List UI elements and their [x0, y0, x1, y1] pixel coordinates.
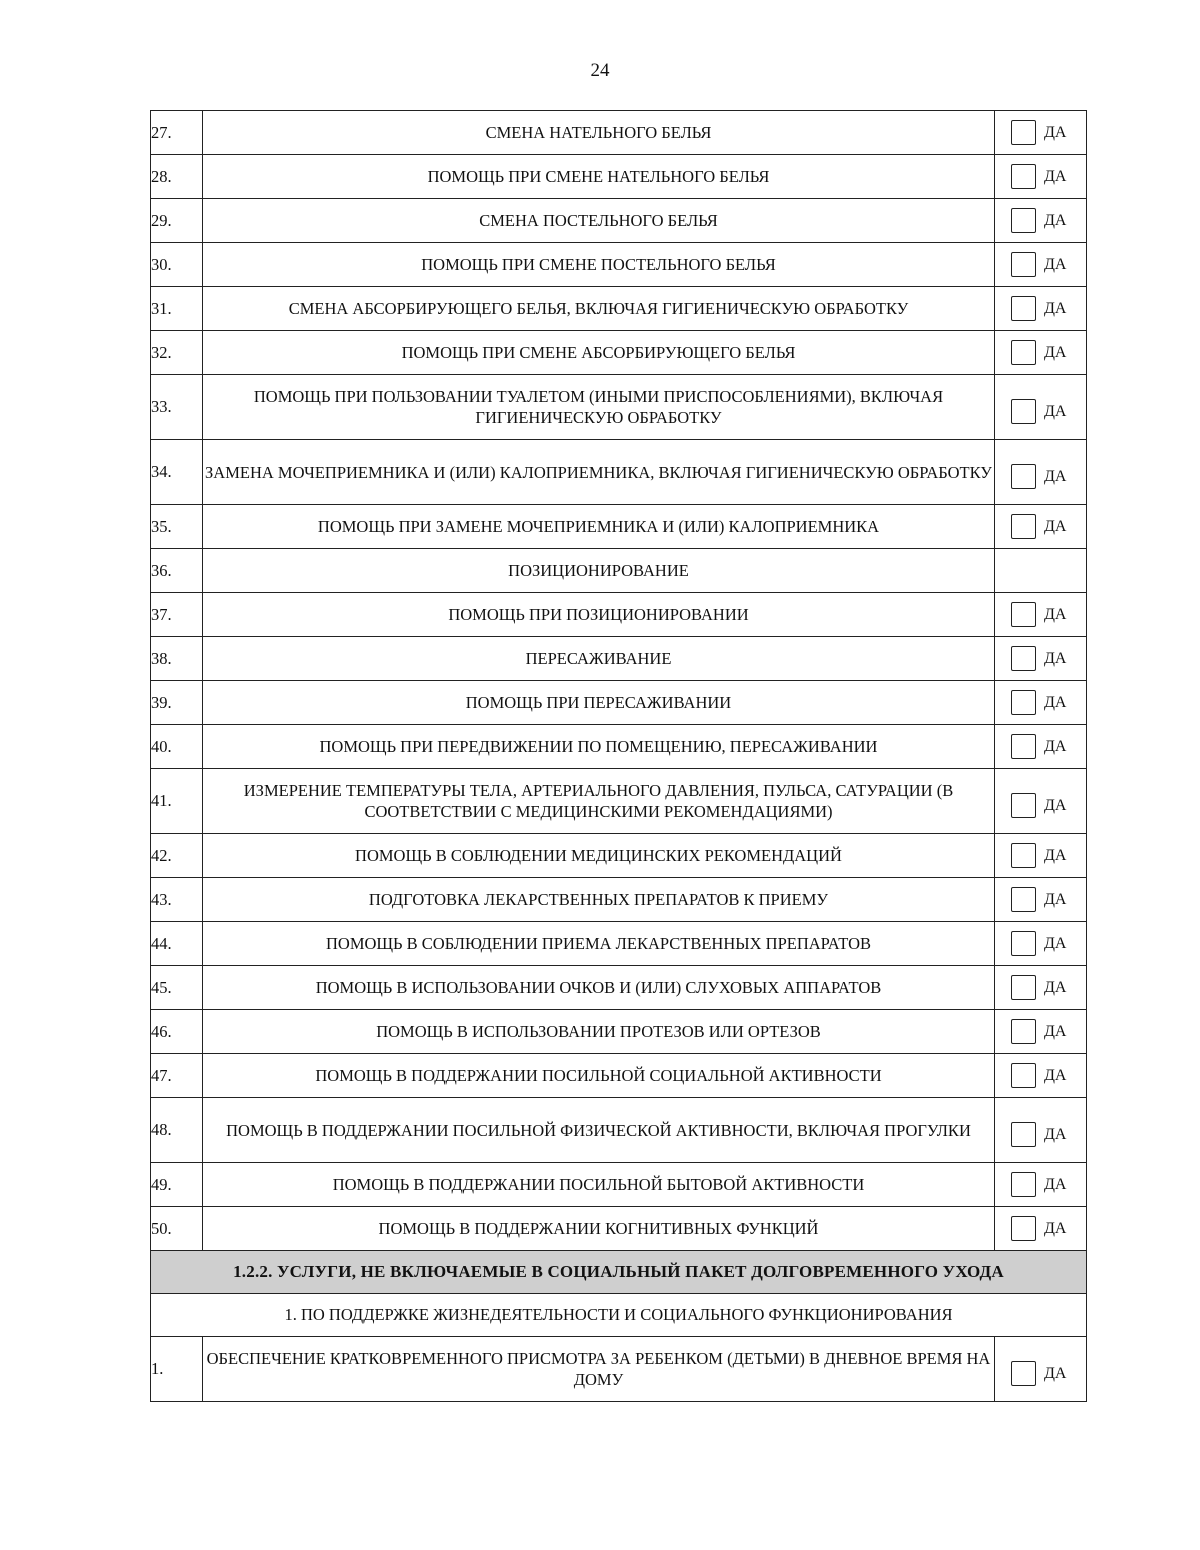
- yes-option: [995, 340, 1086, 365]
- table-row: [151, 440, 1087, 505]
- check-cell: [995, 1163, 1087, 1207]
- table-row: [151, 966, 1087, 1010]
- table-row: [151, 375, 1087, 440]
- row-number: 36.: [151, 549, 203, 593]
- yes-label: ДА: [1044, 605, 1067, 623]
- check-cell: [995, 549, 1087, 593]
- yes-checkbox[interactable]: [1011, 734, 1036, 759]
- yes-label: ДА: [1044, 123, 1067, 141]
- yes-option: [995, 1172, 1086, 1197]
- yes-checkbox[interactable]: [1011, 1172, 1036, 1197]
- yes-label: ДА: [1044, 1022, 1067, 1040]
- service-description: ПЕРЕСАЖИВАНИЕ: [203, 637, 995, 681]
- table-row: [151, 1010, 1087, 1054]
- row-number: 50.: [151, 1207, 203, 1251]
- yes-label: ДА: [1044, 1066, 1067, 1084]
- row-number: 43.: [151, 878, 203, 922]
- service-description: ОБЕСПЕЧЕНИЕ КРАТКОВРЕМЕННОГО ПРИСМОТРА ЗА РЕБЕНКОМ (ДЕТЬМИ) В ДНЕВНОЕ ВРЕМЯ НА ДОМУ: [203, 1337, 995, 1402]
- yes-option: [995, 784, 1086, 818]
- yes-option: [995, 931, 1086, 956]
- service-description: ПОМОЩЬ В ИСПОЛЬЗОВАНИИ ОЧКОВ И (ИЛИ) СЛУХОВЫХ АППАРАТОВ: [203, 966, 995, 1010]
- yes-label: ДА: [1044, 1175, 1067, 1193]
- table-row: [151, 243, 1087, 287]
- yes-label: ДА: [1044, 343, 1067, 361]
- service-description: ПОМОЩЬ В ПОДДЕРЖАНИИ ПОСИЛЬНОЙ СОЦИАЛЬНОЙ АКТИВНОСТИ: [203, 1054, 995, 1098]
- check-cell: [995, 1337, 1087, 1402]
- service-description: ПОМОЩЬ В ИСПОЛЬЗОВАНИИ ПРОТЕЗОВ ИЛИ ОРТЕЗОВ: [203, 1010, 995, 1054]
- yes-option: [995, 975, 1086, 1000]
- subsection-header-row: [151, 1294, 1087, 1337]
- yes-checkbox[interactable]: [1011, 793, 1036, 818]
- service-description: ПОМОЩЬ ПРИ СМЕНЕ НАТЕЛЬНОГО БЕЛЬЯ: [203, 155, 995, 199]
- services-table: [150, 110, 1087, 1402]
- check-cell: [995, 243, 1087, 287]
- yes-checkbox[interactable]: [1011, 887, 1036, 912]
- yes-label: ДА: [1044, 1364, 1067, 1382]
- service-description: ПОМОЩЬ В СОБЛЮДЕНИИ ПРИЕМА ЛЕКАРСТВЕННЫХ ПРЕПАРАТОВ: [203, 922, 995, 966]
- check-cell: [995, 878, 1087, 922]
- check-cell: [995, 637, 1087, 681]
- yes-label: ДА: [1044, 299, 1067, 317]
- check-cell: [995, 725, 1087, 769]
- check-cell: [995, 1010, 1087, 1054]
- table-row: [151, 681, 1087, 725]
- check-cell: [995, 331, 1087, 375]
- yes-option: [995, 690, 1086, 715]
- check-cell: [995, 375, 1087, 440]
- row-number: 30.: [151, 243, 203, 287]
- yes-option: [995, 646, 1086, 671]
- table-row: [151, 1098, 1087, 1163]
- yes-option: [995, 1063, 1086, 1088]
- yes-checkbox[interactable]: [1011, 602, 1036, 627]
- service-description: ПОМОЩЬ ПРИ ПЕРЕСАЖИВАНИИ: [203, 681, 995, 725]
- yes-label: ДА: [1044, 693, 1067, 711]
- service-description: ПОМОЩЬ ПРИ СМЕНЕ ПОСТЕЛЬНОГО БЕЛЬЯ: [203, 243, 995, 287]
- check-cell: [995, 440, 1087, 505]
- row-number: 39.: [151, 681, 203, 725]
- row-number: 35.: [151, 505, 203, 549]
- yes-option: [995, 120, 1086, 145]
- check-cell: [995, 287, 1087, 331]
- check-cell: [995, 681, 1087, 725]
- section-header-row: [151, 1251, 1087, 1294]
- row-number: 33.: [151, 375, 203, 440]
- yes-option: [995, 1019, 1086, 1044]
- service-description: ПОМОЩЬ ПРИ ЗАМЕНЕ МОЧЕПРИЕМНИКА И (ИЛИ) КАЛОПРИЕМНИКА: [203, 505, 995, 549]
- row-number: 29.: [151, 199, 203, 243]
- yes-label: ДА: [1044, 978, 1067, 996]
- yes-label: ДА: [1044, 517, 1067, 535]
- check-cell: [995, 834, 1087, 878]
- check-cell: [995, 1098, 1087, 1163]
- yes-option: [995, 252, 1086, 277]
- yes-checkbox[interactable]: [1011, 1122, 1036, 1147]
- check-cell: [995, 505, 1087, 549]
- service-description: ЗАМЕНА МОЧЕПРИЕМНИКА И (ИЛИ) КАЛОПРИЕМНИКА, ВКЛЮЧАЯ ГИГИЕНИЧЕСКУЮ ОБРАБОТКУ: [203, 440, 995, 505]
- yes-option: [995, 1113, 1086, 1147]
- yes-checkbox[interactable]: [1011, 975, 1036, 1000]
- row-number: 40.: [151, 725, 203, 769]
- service-description: ПОДГОТОВКА ЛЕКАРСТВЕННЫХ ПРЕПАРАТОВ К ПРИЕМУ: [203, 878, 995, 922]
- yes-checkbox[interactable]: [1011, 1063, 1036, 1088]
- yes-checkbox[interactable]: [1011, 646, 1036, 671]
- table-row: [151, 155, 1087, 199]
- yes-checkbox[interactable]: [1011, 252, 1036, 277]
- yes-label: ДА: [1044, 649, 1067, 667]
- table-row: [151, 878, 1087, 922]
- yes-label: ДА: [1044, 1219, 1067, 1237]
- row-number: 28.: [151, 155, 203, 199]
- yes-checkbox[interactable]: [1011, 1216, 1036, 1241]
- check-cell: [995, 769, 1087, 834]
- yes-checkbox[interactable]: [1011, 514, 1036, 539]
- yes-checkbox[interactable]: [1011, 464, 1036, 489]
- service-description: ПОМОЩЬ В ПОДДЕРЖАНИИ ПОСИЛЬНОЙ БЫТОВОЙ АКТИВНОСТИ: [203, 1163, 995, 1207]
- yes-option: [995, 602, 1086, 627]
- table-row: [151, 922, 1087, 966]
- subsection-header: 1. ПО ПОДДЕРЖКЕ ЖИЗНЕДЕЯТЕЛЬНОСТИ И СОЦИАЛЬНОГО ФУНКЦИОНИРОВАНИЯ: [151, 1294, 1087, 1337]
- row-number: 47.: [151, 1054, 203, 1098]
- table-row: [151, 593, 1087, 637]
- service-description: ПОМОЩЬ ПРИ ПОЛЬЗОВАНИИ ТУАЛЕТОМ (ИНЫМИ ПРИСПОСОБЛЕНИЯМИ), ВКЛЮЧАЯ ГИГИЕНИЧЕСКУЮ ОБРАБОТКУ: [203, 375, 995, 440]
- yes-option: [995, 1352, 1086, 1386]
- yes-checkbox[interactable]: [1011, 164, 1036, 189]
- row-number: 49.: [151, 1163, 203, 1207]
- table-row: [151, 769, 1087, 834]
- yes-label: ДА: [1044, 211, 1067, 229]
- yes-checkbox[interactable]: [1011, 208, 1036, 233]
- service-description: ПОМОЩЬ ПРИ ПЕРЕДВИЖЕНИИ ПО ПОМЕЩЕНИЮ, ПЕРЕСАЖИВАНИИ: [203, 725, 995, 769]
- yes-option: [995, 296, 1086, 321]
- row-number: 46.: [151, 1010, 203, 1054]
- table-row: [151, 199, 1087, 243]
- yes-checkbox[interactable]: [1011, 1019, 1036, 1044]
- table-row: [151, 1163, 1087, 1207]
- table-row: [151, 725, 1087, 769]
- row-number: 1.: [151, 1337, 203, 1402]
- yes-label: ДА: [1044, 255, 1067, 273]
- row-number: 44.: [151, 922, 203, 966]
- row-number: 42.: [151, 834, 203, 878]
- service-description: ПОЗИЦИОНИРОВАНИЕ: [203, 549, 995, 593]
- yes-option: [995, 887, 1086, 912]
- yes-option: [995, 455, 1086, 489]
- table-row: [151, 834, 1087, 878]
- service-description: ПОМОЩЬ В СОБЛЮДЕНИИ МЕДИЦИНСКИХ РЕКОМЕНДАЦИЙ: [203, 834, 995, 878]
- service-description: ПОМОЩЬ В ПОДДЕРЖАНИИ ПОСИЛЬНОЙ ФИЗИЧЕСКОЙ АКТИВНОСТИ, ВКЛЮЧАЯ ПРОГУЛКИ: [203, 1098, 995, 1163]
- yes-option: [995, 734, 1086, 759]
- yes-checkbox[interactable]: [1011, 296, 1036, 321]
- yes-checkbox[interactable]: [1011, 340, 1036, 365]
- yes-option: [995, 1216, 1086, 1241]
- yes-checkbox[interactable]: [1011, 843, 1036, 868]
- check-cell: [995, 1054, 1087, 1098]
- services-table-body: [151, 111, 1087, 1402]
- service-description: ИЗМЕРЕНИЕ ТЕМПЕРАТУРЫ ТЕЛА, АРТЕРИАЛЬНОГО ДАВЛЕНИЯ, ПУЛЬСА, САТУРАЦИИ (В СООТВЕТСТВИИ С МЕДИЦИНСКИМИ РЕКОМЕНДАЦИЯМИ): [203, 769, 995, 834]
- yes-label: ДА: [1044, 1125, 1067, 1143]
- row-number: 31.: [151, 287, 203, 331]
- yes-checkbox[interactable]: [1011, 690, 1036, 715]
- yes-checkbox[interactable]: [1011, 399, 1036, 424]
- row-number: 32.: [151, 331, 203, 375]
- table-row: [151, 1054, 1087, 1098]
- table-row: [151, 1337, 1087, 1402]
- yes-checkbox[interactable]: [1011, 120, 1036, 145]
- yes-label: ДА: [1044, 402, 1067, 420]
- service-description: ПОМОЩЬ ПРИ СМЕНЕ АБСОРБИРУЮЩЕГО БЕЛЬЯ: [203, 331, 995, 375]
- table-row: [151, 549, 1087, 593]
- service-description: ПОМОЩЬ ПРИ ПОЗИЦИОНИРОВАНИИ: [203, 593, 995, 637]
- yes-checkbox[interactable]: [1011, 931, 1036, 956]
- yes-label: ДА: [1044, 167, 1067, 185]
- table-row: [151, 1207, 1087, 1251]
- row-number: 37.: [151, 593, 203, 637]
- check-cell: [995, 922, 1087, 966]
- service-description: СМЕНА АБСОРБИРУЮЩЕГО БЕЛЬЯ, ВКЛЮЧАЯ ГИГИЕНИЧЕСКУЮ ОБРАБОТКУ: [203, 287, 995, 331]
- table-row: [151, 637, 1087, 681]
- yes-label: ДА: [1044, 890, 1067, 908]
- row-number: 34.: [151, 440, 203, 505]
- table-row: [151, 505, 1087, 549]
- check-cell: [995, 966, 1087, 1010]
- row-number: 38.: [151, 637, 203, 681]
- yes-label: ДА: [1044, 737, 1067, 755]
- yes-option: [995, 390, 1086, 424]
- service-description: ПОМОЩЬ В ПОДДЕРЖАНИИ КОГНИТИВНЫХ ФУНКЦИЙ: [203, 1207, 995, 1251]
- table-row: [151, 331, 1087, 375]
- service-description: СМЕНА ПОСТЕЛЬНОГО БЕЛЬЯ: [203, 199, 995, 243]
- check-cell: [995, 199, 1087, 243]
- table-row: [151, 111, 1087, 155]
- yes-option: [995, 164, 1086, 189]
- yes-option: [995, 208, 1086, 233]
- yes-checkbox[interactable]: [1011, 1361, 1036, 1386]
- yes-option: [995, 843, 1086, 868]
- yes-label: ДА: [1044, 846, 1067, 864]
- check-cell: [995, 111, 1087, 155]
- table-row: [151, 287, 1087, 331]
- check-cell: [995, 593, 1087, 637]
- check-cell: [995, 155, 1087, 199]
- yes-option: [995, 514, 1086, 539]
- service-description: СМЕНА НАТЕЛЬНОГО БЕЛЬЯ: [203, 111, 995, 155]
- yes-label: ДА: [1044, 934, 1067, 952]
- section-header: 1.2.2. УСЛУГИ, НЕ ВКЛЮЧАЕМЫЕ В СОЦИАЛЬНЫЙ ПАКЕТ ДОЛГОВРЕМЕННОГО УХОДА: [151, 1251, 1087, 1294]
- check-cell: [995, 1207, 1087, 1251]
- row-number: 48.: [151, 1098, 203, 1163]
- row-number: 41.: [151, 769, 203, 834]
- yes-label: ДА: [1044, 467, 1067, 485]
- row-number: 27.: [151, 111, 203, 155]
- row-number: 45.: [151, 966, 203, 1010]
- page-number: 24: [590, 60, 610, 81]
- yes-label: ДА: [1044, 796, 1067, 814]
